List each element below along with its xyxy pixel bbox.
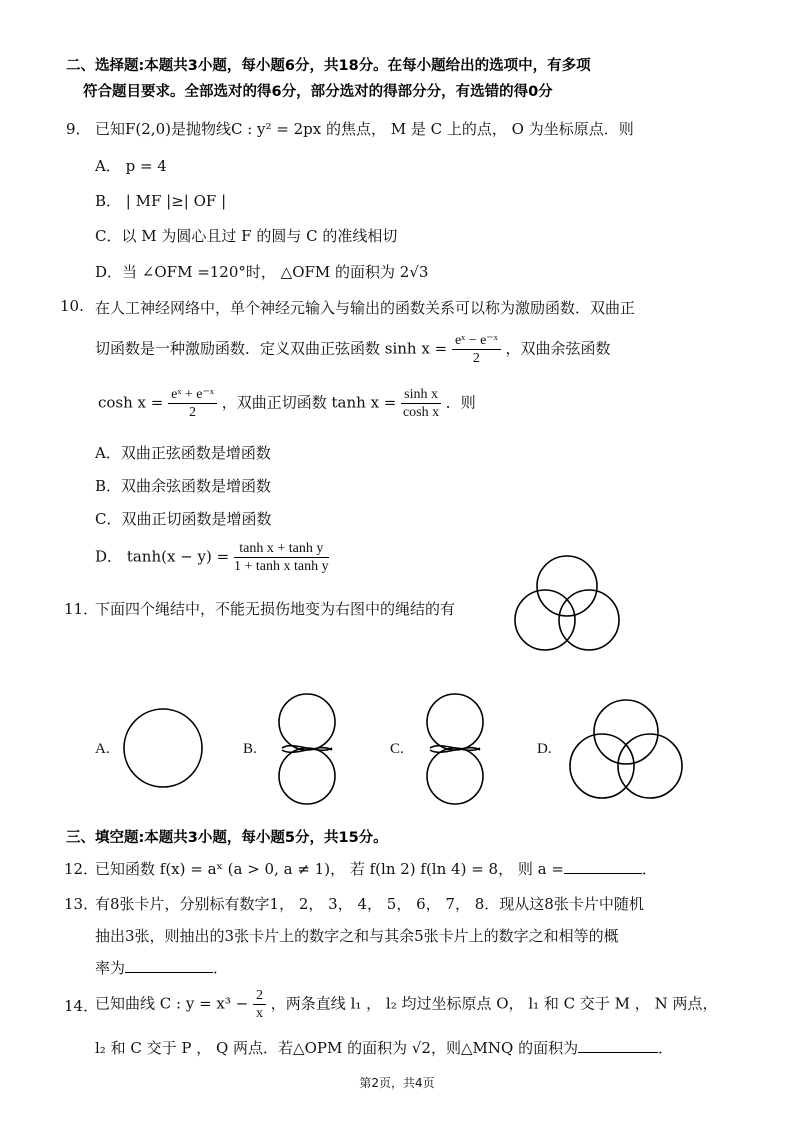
q11-option-d-label: D. bbox=[537, 741, 552, 757]
q10-line2-text: 切函数是一种激励函数．定义双曲正弦函数 sinh x = bbox=[95, 339, 448, 358]
cosh-numerator: eˣ + e⁻ˣ bbox=[168, 386, 217, 404]
q11-stem: 下面四个绳结中，不能无损伤地变为右图中的绳结的有 bbox=[95, 600, 456, 618]
q13-line2: 抽出3张，则抽出的3张卡片上的数字之和与其余5张卡片上的数字之和相等的概 bbox=[95, 927, 619, 945]
q12-line bbox=[95, 858, 657, 879]
sinh-fraction bbox=[452, 332, 501, 367]
section-2-heading-line2: 符合题目要求。全部选对的得6分，部分选对的得部分分，有选错的得0分 bbox=[83, 84, 553, 100]
q13-answer-blank bbox=[125, 958, 213, 973]
q14-line1-tail: ，两条直线 l₁ ， l₂ 均过坐标原点 O， l₁ 和 C 交于 M ， N 两点， bbox=[270, 994, 718, 1013]
q12-answer-blank bbox=[564, 859, 642, 874]
q13-line3 bbox=[95, 957, 228, 978]
q10-number: 10. bbox=[60, 297, 84, 315]
tanh-diff-fraction bbox=[234, 540, 329, 575]
q13-line3-text: 率为 bbox=[95, 959, 126, 977]
q9-option-d: D．当 ∠OFM =120°时， △OFM 的面积为 2√3 bbox=[95, 263, 429, 281]
sinh-numerator: eˣ − e⁻ˣ bbox=[452, 332, 501, 350]
q9-option-c: C．以 M 为圆心且过 F 的圆与 C 的准线相切 bbox=[95, 227, 398, 245]
trefoil-knot-figure bbox=[505, 548, 630, 658]
q14-answer-blank bbox=[578, 1038, 658, 1053]
q12-end: ． bbox=[641, 860, 657, 878]
sinh-denominator: 2 bbox=[472, 351, 480, 366]
q11-number: 11． bbox=[64, 600, 99, 618]
q13-end: ． bbox=[213, 959, 229, 977]
tanh-diff-numerator: tanh x + tanh y bbox=[234, 540, 329, 558]
tanh-numerator: sinh x bbox=[401, 386, 441, 404]
tanh-diff-lhs: tanh(x − y) = bbox=[126, 547, 230, 566]
q9-number: 9． bbox=[66, 120, 91, 138]
q14-line1 bbox=[95, 987, 717, 1022]
cosh-lhs: cosh x = bbox=[98, 393, 164, 412]
q12-number: 12． bbox=[64, 860, 99, 878]
q9-option-b: B． | MF |≥| OF | bbox=[95, 192, 227, 210]
q10-option-d bbox=[95, 540, 329, 575]
q9-option-a: A． p = 4 bbox=[95, 157, 167, 175]
q12-text: 已知函数 f(x) = aˣ (a > 0, a ≠ 1)， 若 f(ln 2) f(ln 4) = 8， 则 a = bbox=[95, 860, 564, 878]
cosh-fraction bbox=[168, 386, 217, 421]
q11-option-b-figure bbox=[262, 690, 352, 808]
section-3-heading: 三、填空题:本题共3小题，每小题5分，共15分。 bbox=[66, 830, 388, 846]
page-footer: 第2页，共4页 bbox=[359, 1076, 435, 1090]
q10-option-a: A．双曲正弦函数是增函数 bbox=[95, 444, 271, 462]
q14-line2 bbox=[95, 1037, 673, 1058]
q10-line2 bbox=[95, 332, 611, 367]
q10-line3 bbox=[98, 386, 476, 421]
tanh-diff-denominator: 1 + tanh x tanh y bbox=[233, 559, 329, 574]
tanh-denominator: cosh x bbox=[402, 405, 440, 420]
q10-option-c: C．双曲正切函数是增函数 bbox=[95, 510, 272, 528]
q11-option-d-figure bbox=[562, 694, 690, 804]
q10-option-b: B．双曲余弦函数是增函数 bbox=[95, 477, 272, 495]
q11-option-c-label: C. bbox=[390, 741, 404, 757]
cosh-denominator: 2 bbox=[189, 405, 197, 420]
q10-option-d-label: D． bbox=[95, 547, 123, 566]
section-2-heading-line1: 二、选择题:本题共3小题，每小题6分，共18分。在每小题给出的选项中，有多项 bbox=[66, 58, 591, 74]
q14-fraction-denominator: x bbox=[256, 1006, 264, 1021]
q14-line2-text: l₂ 和 C 交于 P ， Q 两点．若△OPM 的面积为 √2，则△MNQ 的面积为 bbox=[95, 1039, 579, 1057]
q11-option-b-label: B. bbox=[243, 741, 257, 757]
q14-number: 14． bbox=[64, 997, 99, 1015]
q13-line1: 有8张卡片，分别标有数字1， 2， 3， 4， 5， 6， 7， 8．现从这8张卡片中随机 bbox=[95, 895, 644, 913]
q11-option-a-label: A. bbox=[95, 741, 110, 757]
q10-line2-tail: ，双曲余弦函数 bbox=[505, 339, 611, 358]
q13-number: 13． bbox=[64, 895, 99, 913]
q14-fraction bbox=[253, 987, 266, 1022]
q14-end: ． bbox=[658, 1039, 674, 1057]
tanh-def-text: ，双曲正切函数 tanh x = bbox=[221, 393, 397, 412]
q14-curve-def: 已知曲线 C : y = x³ − bbox=[95, 994, 249, 1013]
q14-fraction-numerator: 2 bbox=[253, 987, 266, 1005]
q10-line3-tail: ．则 bbox=[445, 393, 476, 412]
q11-option-a-circle-figure bbox=[118, 703, 208, 793]
q9-stem: 已知F(2,0)是抛物线C : y² = 2px 的焦点， M 是 C 上的点， O 为坐标原点．则 bbox=[95, 120, 634, 138]
tanh-fraction bbox=[401, 386, 441, 421]
q11-option-c-figure bbox=[410, 690, 500, 808]
q10-line1: 在人工神经网络中，单个神经元输入与输出的函数关系可以称为激励函数．双曲正 bbox=[95, 299, 636, 317]
